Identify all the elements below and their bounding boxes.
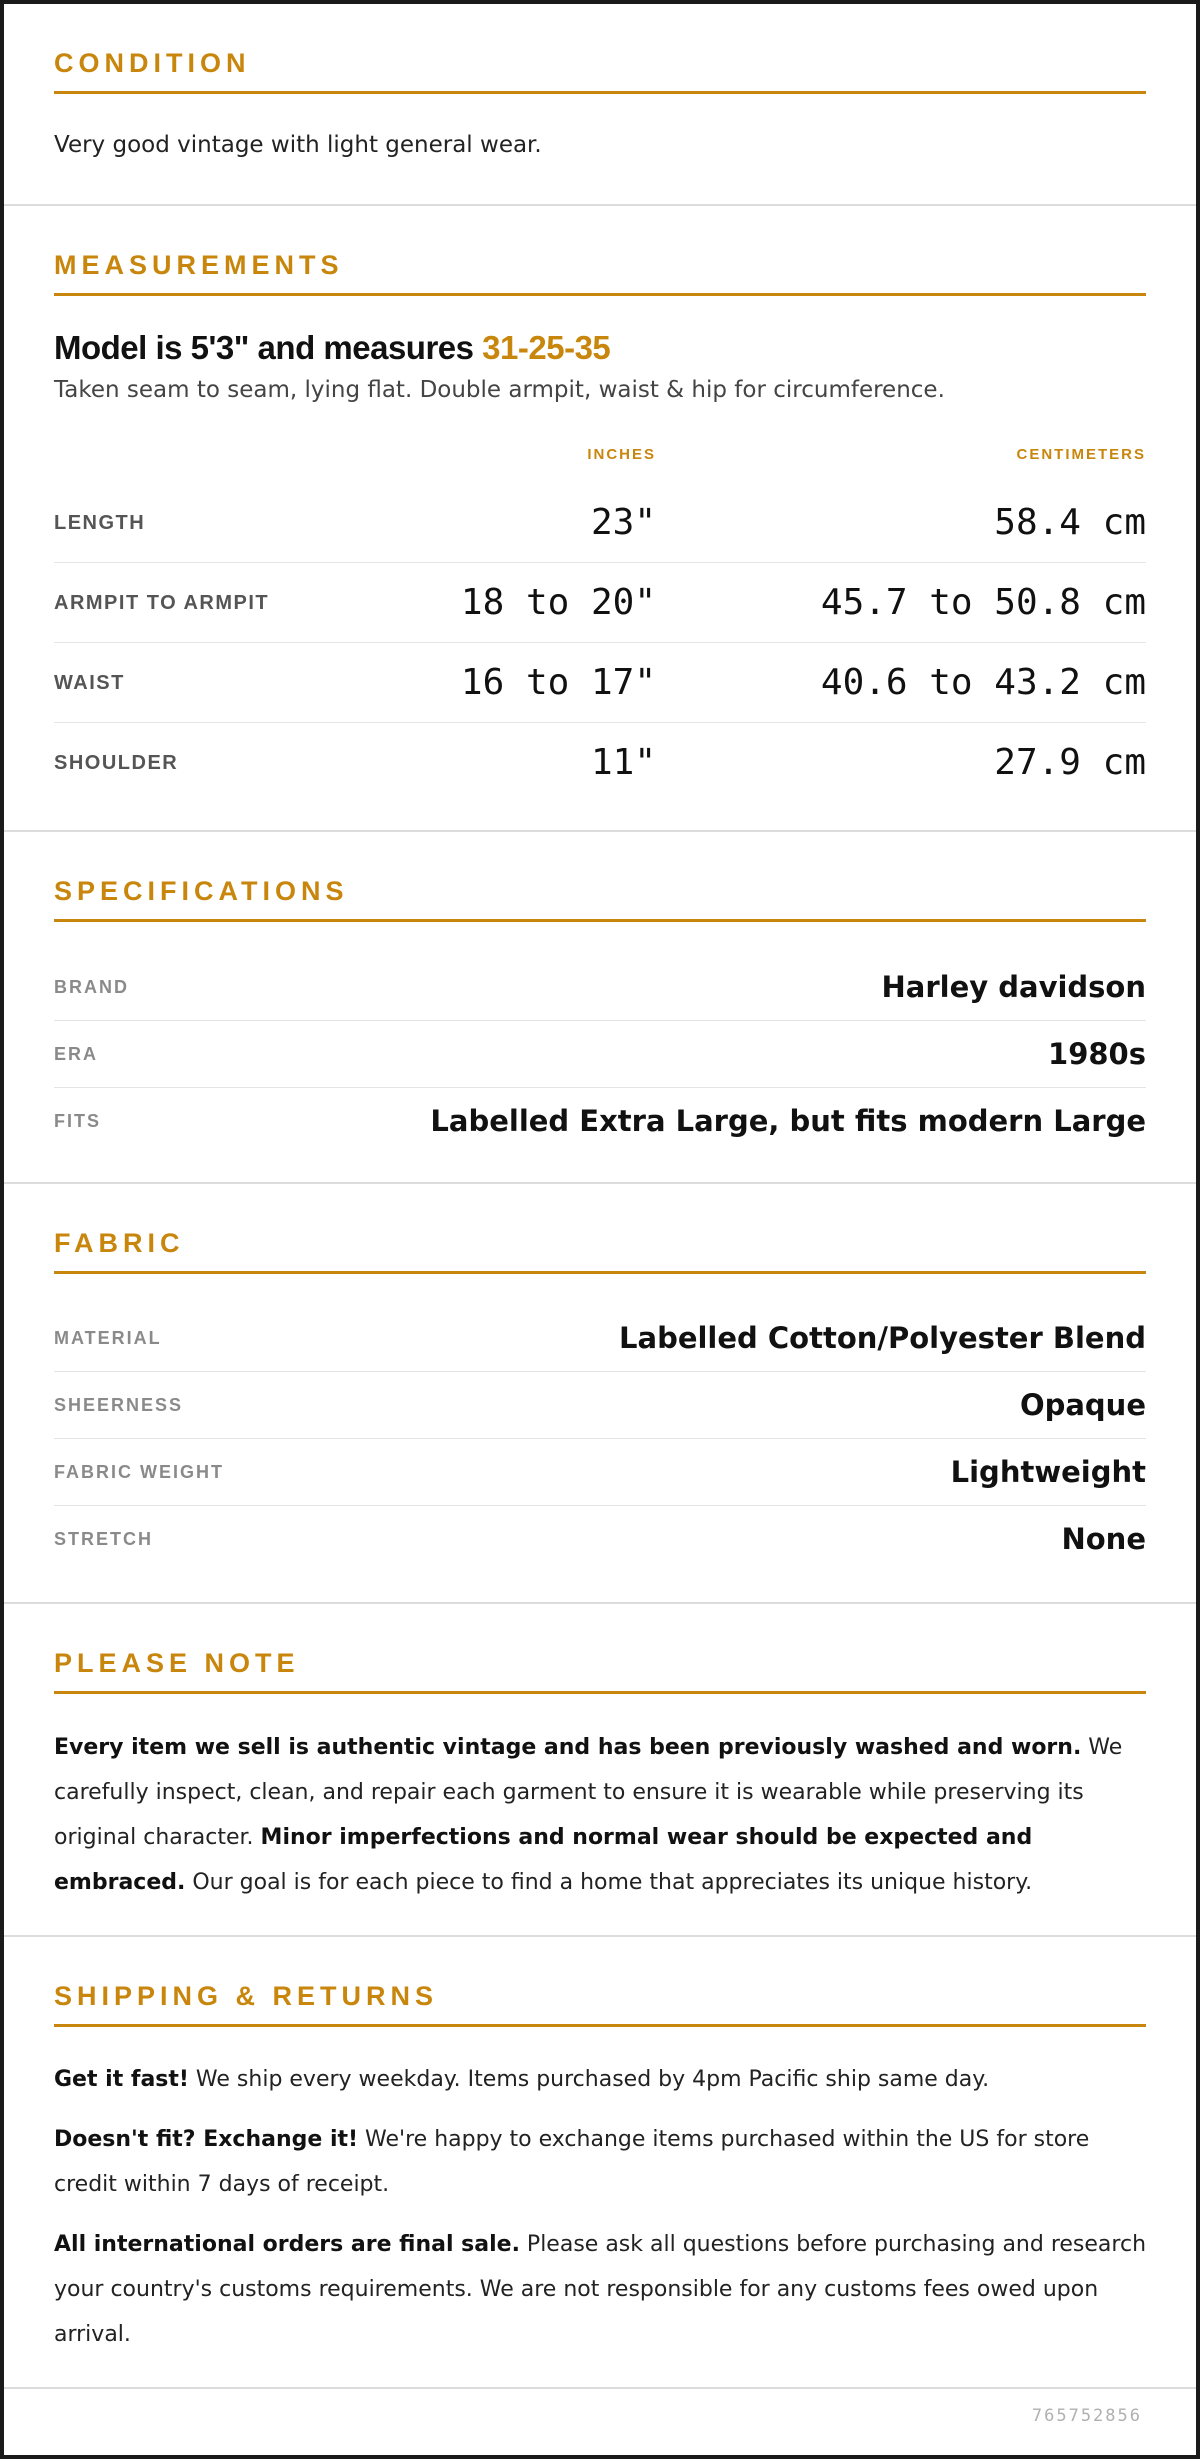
spec-value: Labelled Extra Large, but fits modern Large — [430, 1104, 1146, 1138]
section-title: FABRIC — [54, 1228, 1146, 1274]
fabric-row — [54, 1305, 1146, 1372]
measurement-row — [54, 483, 1146, 563]
measurement-cm: 45.7 to 50.8 cm — [820, 582, 1146, 623]
exchange-paragraph — [54, 2117, 1146, 2207]
measurement-inches: 18 to 20" — [460, 582, 656, 623]
measurement-inches: 11" — [590, 742, 656, 783]
exchange-text: We're happy to exchange items purchased within the US for store credit within 7 days of receipt. — [54, 2127, 1090, 2197]
note-text-2: Our goal is for each piece to find a home that appreciates its unique history. — [185, 1870, 1033, 1895]
fabric-row — [54, 1372, 1146, 1439]
section-title: SHIPPING & RETURNS — [54, 1981, 1146, 2027]
fabric-label: MATERIAL — [54, 1328, 162, 1348]
international-text: Please ask all questions before purchasing and research your country's customs requirements. We are not responsible for any customs fees owed upon arrival. — [54, 2232, 1147, 2347]
fabric-row — [54, 1506, 1146, 1573]
measurement-inches: 16 to 17" — [460, 662, 656, 703]
section-title: MEASUREMENTS — [54, 250, 1146, 296]
shipping-bold: Get it fast! — [54, 2067, 189, 2092]
spec-row — [54, 954, 1146, 1021]
condition-section — [4, 4, 1196, 206]
condition-text: Very good vintage with light general wear. — [54, 132, 542, 158]
note-bold-2: Minor imperfections and normal wear should be expected and embraced. — [54, 1825, 1033, 1895]
international-paragraph — [54, 2222, 1146, 2357]
spec-label: BRAND — [54, 977, 129, 997]
shipping-text: We ship every weekday. Items purchased by 4pm Pacific ship same day. — [188, 2067, 990, 2092]
note-text-1: We carefully inspect, clean, and repair each garment to ensure it is wearable while preserving its original character. — [54, 1735, 1123, 1850]
fabric-row — [54, 1439, 1146, 1506]
fabric-value: Labelled Cotton/Polyester Blend — [619, 1321, 1146, 1355]
measurement-row — [54, 563, 1146, 643]
fabric-label: FABRIC WEIGHT — [54, 1462, 224, 1482]
measurement-row — [54, 643, 1146, 723]
inches-column-header: INCHES — [587, 446, 656, 463]
measurement-cm: 58.4 cm — [994, 502, 1146, 543]
spec-label: FITS — [54, 1111, 101, 1131]
product-sku: 765752856 — [1031, 2406, 1142, 2426]
specifications-section — [4, 832, 1196, 1184]
shipping-paragraph — [54, 2057, 1146, 2102]
measurement-label: ARMPIT TO ARMPIT — [54, 592, 270, 614]
international-bold: All international orders are final sale. — [54, 2232, 520, 2257]
spec-label: ERA — [54, 1044, 99, 1064]
section-title: CONDITION — [54, 48, 1146, 94]
measurement-label: WAIST — [54, 672, 125, 694]
fabric-value: None — [1061, 1522, 1146, 1556]
model-measurements — [54, 329, 610, 367]
section-title: SPECIFICATIONS — [54, 876, 1146, 922]
fabric-label: SHEERNESS — [54, 1395, 184, 1415]
spec-row — [54, 1021, 1146, 1088]
section-title: PLEASE NOTE — [54, 1648, 1146, 1694]
measurement-label: LENGTH — [54, 512, 146, 534]
model-prefix: Model is 5'3" and measures — [54, 329, 483, 366]
spec-value: 1980s — [1048, 1037, 1146, 1071]
note-bold-1: Every item we sell is authentic vintage and has been previously washed and worn. — [54, 1735, 1082, 1760]
fabric-value: Lightweight — [950, 1455, 1146, 1489]
measurement-row — [54, 723, 1146, 803]
measurements-section — [4, 206, 1196, 832]
measurement-cm: 27.9 cm — [994, 742, 1146, 783]
fabric-section — [4, 1184, 1196, 1604]
please-note-text — [54, 1725, 1146, 1905]
measurement-inches: 23" — [590, 502, 656, 543]
model-measures: 31-25-35 — [482, 329, 611, 366]
centimeters-column-header: CENTIMETERS — [1016, 446, 1146, 463]
measurement-label: SHOULDER — [54, 752, 179, 774]
fabric-value: Opaque — [1019, 1388, 1146, 1422]
please-note-section — [4, 1604, 1196, 1937]
spec-row — [54, 1088, 1146, 1155]
measurement-note: Taken seam to seam, lying flat. Double armpit, waist & hip for circumference. — [54, 377, 945, 403]
spec-value: Harley davidson — [881, 970, 1146, 1004]
shipping-section — [4, 1937, 1196, 2389]
measurement-cm: 40.6 to 43.2 cm — [820, 662, 1146, 703]
fabric-label: STRETCH — [54, 1529, 153, 1549]
exchange-bold: Doesn't fit? Exchange it! — [54, 2127, 359, 2152]
